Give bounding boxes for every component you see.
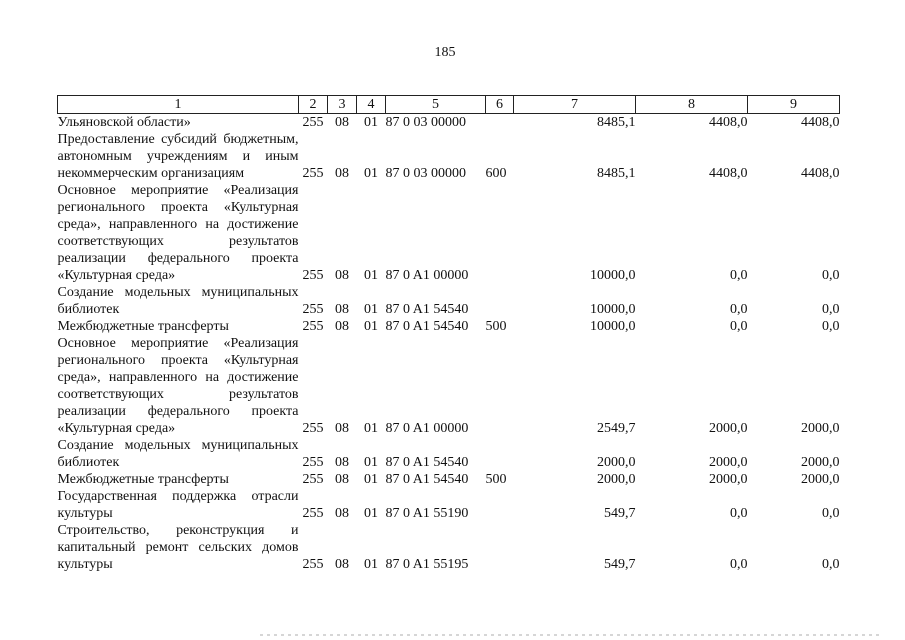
admin-code-cell: 255 bbox=[302, 115, 324, 130]
subsection-code-cell: 01 bbox=[364, 115, 378, 130]
row-name-cell: Строительство, реконструкция и капитальный ремонт сельских домов культуры bbox=[57, 523, 299, 572]
amount-year1-cell: 2549,7 bbox=[597, 421, 636, 436]
header-cell: 4 bbox=[357, 96, 386, 114]
section-code-cell: 08 bbox=[335, 268, 349, 283]
header-cell: 7 bbox=[514, 96, 636, 114]
target-article-cell: 87 0 A1 54540 bbox=[385, 472, 469, 487]
expense-type-cell bbox=[486, 335, 514, 437]
table-body bbox=[58, 114, 840, 574]
admin-code-cell: 255 bbox=[302, 302, 324, 317]
admin-code-cell: 255 bbox=[302, 455, 324, 470]
section-code-cell: 08 bbox=[335, 319, 349, 334]
table-row bbox=[58, 318, 840, 335]
amount-year3-cell: 4408,0 bbox=[801, 115, 840, 130]
subsection-code-cell: 01 bbox=[364, 472, 378, 487]
subsection-code-cell: 01 bbox=[364, 302, 378, 317]
admin-code-cell: 255 bbox=[302, 472, 324, 487]
expense-type-cell bbox=[486, 284, 514, 318]
header-cell: 6 bbox=[486, 96, 514, 114]
amount-year3-cell: 0,0 bbox=[822, 268, 840, 283]
admin-code-cell: 255 bbox=[302, 421, 324, 436]
row-name-cell: Государственная поддержка отрасли культуры bbox=[57, 489, 299, 521]
header-cell: 2 bbox=[299, 96, 328, 114]
amount-year1-cell: 10000,0 bbox=[590, 302, 636, 317]
amount-year1-cell: 10000,0 bbox=[590, 319, 636, 334]
header-cell: 8 bbox=[636, 96, 748, 114]
section-code-cell: 08 bbox=[335, 302, 349, 317]
row-name-cell: Основное мероприятие «Реализация регионального проекта «Культурная среда», направленного на достижение соответствующих результатов реализации федерального проекта «Культурная среда» bbox=[57, 183, 299, 283]
section-code-cell: 08 bbox=[335, 506, 349, 521]
target-article-cell: 87 0 A1 55190 bbox=[385, 506, 469, 521]
expense-type-cell bbox=[486, 114, 514, 132]
table-row bbox=[58, 471, 840, 488]
row-name-cell: Основное мероприятие «Реализация регионального проекта «Культурная среда», направленного на достижение соответствующих результатов реализации федерального проекта «Культурная среда» bbox=[57, 336, 299, 436]
subsection-code-cell: 01 bbox=[364, 455, 378, 470]
table-row bbox=[58, 114, 840, 132]
amount-year1-cell: 8485,1 bbox=[597, 166, 636, 181]
amount-year2-cell: 0,0 bbox=[730, 302, 748, 317]
target-article-cell: 87 0 A1 54540 bbox=[385, 455, 469, 470]
table-row bbox=[58, 284, 840, 318]
target-article-cell: 87 0 03 00000 bbox=[385, 166, 466, 181]
admin-code-cell: 255 bbox=[302, 506, 324, 521]
amount-year1-cell: 549,7 bbox=[604, 557, 636, 572]
subsection-code-cell: 01 bbox=[364, 268, 378, 283]
table-row bbox=[58, 131, 840, 182]
target-article-cell: 87 0 A1 00000 bbox=[385, 421, 469, 436]
section-code-cell: 08 bbox=[335, 455, 349, 470]
amount-year2-cell: 0,0 bbox=[730, 506, 748, 521]
row-name-cell: Создание модельных муниципальных библиотек bbox=[57, 438, 299, 470]
header-cell: 3 bbox=[328, 96, 357, 114]
row-name-cell: Межбюджетные трансферты bbox=[57, 472, 229, 487]
amount-year3-cell: 0,0 bbox=[822, 557, 840, 572]
admin-code-cell: 255 bbox=[302, 268, 324, 283]
table-row bbox=[58, 182, 840, 284]
amount-year3-cell: 4408,0 bbox=[801, 166, 840, 181]
expense-type-cell bbox=[486, 488, 514, 522]
amount-year2-cell: 4408,0 bbox=[709, 166, 748, 181]
amount-year3-cell: 0,0 bbox=[822, 319, 840, 334]
amount-year1-cell: 10000,0 bbox=[590, 268, 636, 283]
section-code-cell: 08 bbox=[335, 115, 349, 130]
expense-type-cell bbox=[486, 182, 514, 284]
amount-year3-cell: 2000,0 bbox=[801, 472, 840, 487]
expense-type-cell bbox=[486, 522, 514, 573]
section-code-cell: 08 bbox=[335, 166, 349, 181]
amount-year2-cell: 0,0 bbox=[730, 268, 748, 283]
row-name-cell: Создание модельных муниципальных библиотек bbox=[57, 285, 299, 317]
amount-year2-cell: 2000,0 bbox=[709, 455, 748, 470]
subsection-code-cell: 01 bbox=[364, 421, 378, 436]
section-code-cell: 08 bbox=[335, 421, 349, 436]
amount-year3-cell: 2000,0 bbox=[801, 455, 840, 470]
amount-year2-cell: 4408,0 bbox=[709, 115, 748, 130]
target-article-cell: 87 0 A1 54540 bbox=[385, 319, 469, 334]
expense-type-cell: 500 bbox=[485, 472, 507, 487]
budget-table bbox=[57, 95, 840, 573]
amount-year3-cell: 0,0 bbox=[822, 506, 840, 521]
expense-type-cell: 500 bbox=[485, 319, 507, 334]
row-name-cell: Межбюджетные трансферты bbox=[57, 319, 229, 334]
amount-year2-cell: 0,0 bbox=[730, 319, 748, 334]
admin-code-cell: 255 bbox=[302, 557, 324, 572]
row-name-cell: Ульяновской области» bbox=[57, 115, 191, 130]
admin-code-cell: 255 bbox=[302, 166, 324, 181]
amount-year3-cell: 0,0 bbox=[822, 302, 840, 317]
amount-year1-cell: 8485,1 bbox=[597, 115, 636, 130]
table-row bbox=[58, 488, 840, 522]
subsection-code-cell: 01 bbox=[364, 166, 378, 181]
table-row bbox=[58, 522, 840, 573]
section-code-cell: 08 bbox=[335, 557, 349, 572]
amount-year2-cell: 2000,0 bbox=[709, 472, 748, 487]
target-article-cell: 87 0 03 00000 bbox=[385, 115, 466, 130]
amount-year1-cell: 2000,0 bbox=[597, 472, 636, 487]
expense-type-cell: 600 bbox=[485, 166, 507, 181]
amount-year2-cell: 2000,0 bbox=[709, 421, 748, 436]
page-number: 185 bbox=[434, 45, 456, 60]
table-header-row bbox=[58, 96, 840, 114]
table-row bbox=[58, 437, 840, 471]
table-row bbox=[58, 335, 840, 437]
amount-year2-cell: 0,0 bbox=[730, 557, 748, 572]
admin-code-cell: 255 bbox=[302, 319, 324, 334]
subsection-code-cell: 01 bbox=[364, 319, 378, 334]
subsection-code-cell: 01 bbox=[364, 557, 378, 572]
scan-artifact bbox=[260, 634, 880, 636]
expense-type-cell bbox=[486, 437, 514, 471]
subsection-code-cell: 01 bbox=[364, 506, 378, 521]
header-cell: 1 bbox=[58, 96, 299, 114]
row-name-cell: Предоставление субсидий бюджетным, автономным учреждениям и иным некоммерческим организациям bbox=[57, 132, 299, 181]
amount-year3-cell: 2000,0 bbox=[801, 421, 840, 436]
header-cell: 5 bbox=[386, 96, 486, 114]
amount-year1-cell: 2000,0 bbox=[597, 455, 636, 470]
section-code-cell: 08 bbox=[335, 472, 349, 487]
target-article-cell: 87 0 A1 54540 bbox=[385, 302, 469, 317]
amount-year1-cell: 549,7 bbox=[604, 506, 636, 521]
target-article-cell: 87 0 A1 00000 bbox=[385, 268, 469, 283]
header-cell: 9 bbox=[748, 96, 840, 114]
target-article-cell: 87 0 A1 55195 bbox=[385, 557, 469, 572]
